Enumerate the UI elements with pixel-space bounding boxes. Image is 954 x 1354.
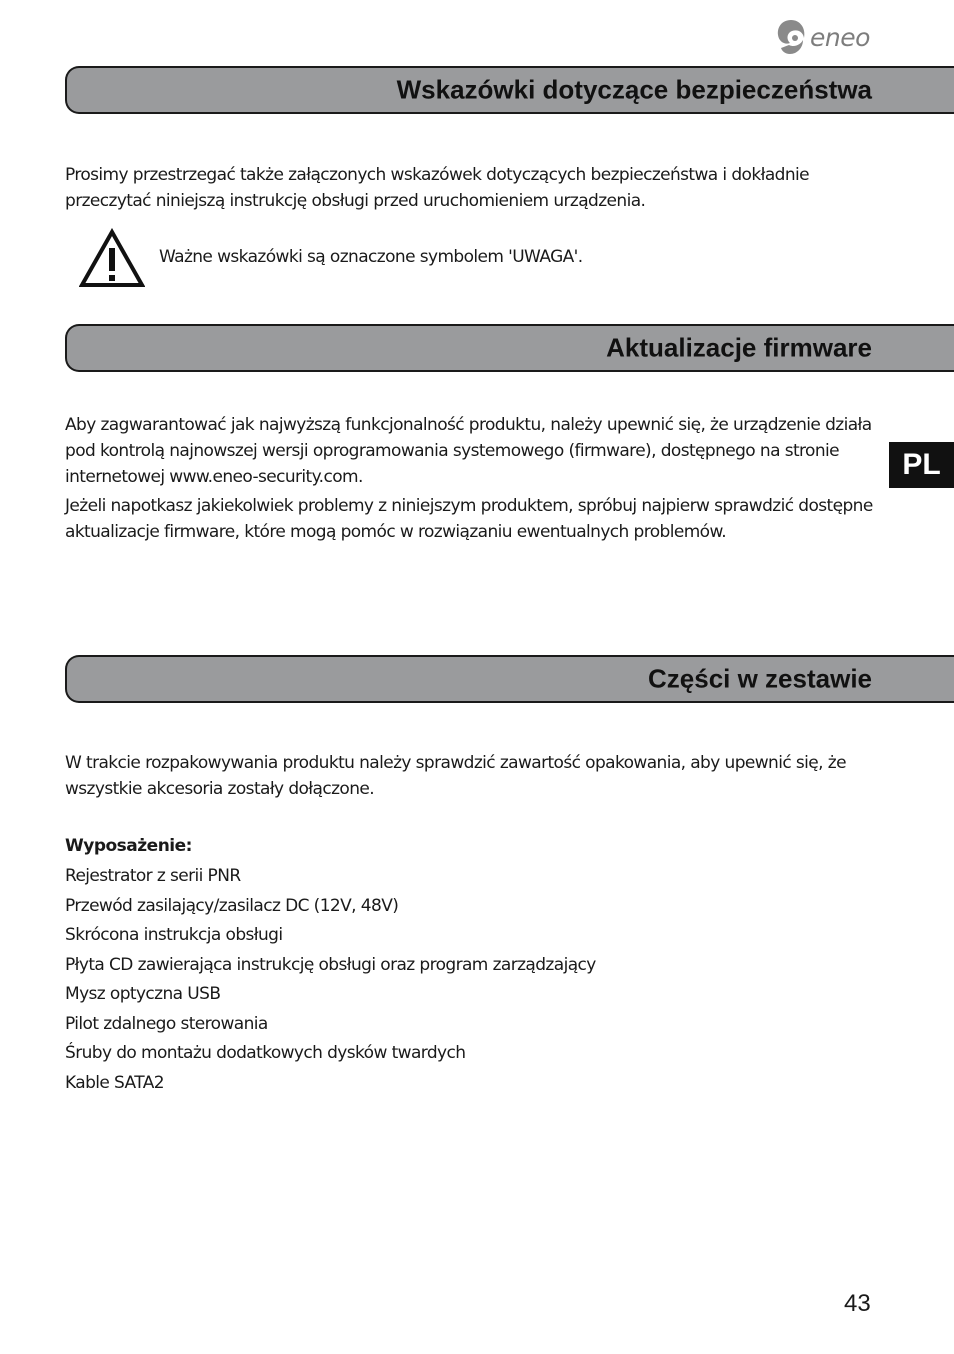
section-header-contents — [65, 655, 954, 703]
eneo-swirl-logo-icon — [775, 18, 807, 56]
list-item: Skrócona instrukcja obsługi — [65, 925, 283, 945]
eneo-logo — [775, 17, 885, 57]
section-header-safety — [65, 66, 954, 114]
section-title: Wskazówki dotyczące bezpieczeństwa — [396, 74, 872, 105]
list-item: Śruby do montażu dodatkowych dysków twardych — [65, 1043, 466, 1063]
section-header-firmware — [65, 324, 954, 372]
firmware-paragraph-2: Jeżeli napotkasz jakiekolwiek problemy z niniejszym produktem, spróbuj najpierw sprawdzić dostępne aktualizacje firmware, które mogą pomóc w rozwiązaniu ewentualnych problemów. — [65, 496, 873, 542]
list-item: Rejestrator z serii PNR — [65, 866, 241, 886]
equipment-list — [65, 862, 596, 1098]
section-title: Części w zestawie — [648, 663, 872, 694]
equipment-heading: Wyposażenie: — [65, 836, 192, 856]
safety-paragraph: Prosimy przestrzegać także załączonych wskazówek dotyczących bezpieczeństwa i dokładnie przeczytać niniejszą instrukcję obsługi przed uruchomieniem urządzenia. — [65, 165, 809, 211]
logo-text: eneo — [810, 22, 870, 52]
language-tab: PL — [889, 442, 954, 488]
list-item: Kable SATA2 — [65, 1072, 164, 1093]
warning-note: Ważne wskazówki są oznaczone symbolem 'UWAGA'. — [159, 247, 583, 267]
contents-paragraph: W trakcie rozpakowywania produktu należy sprawdzić zawartość opakowania, aby upewnić się, że wszystkie akcesoria zostały dołączone. — [65, 753, 846, 799]
list-item: Płyta CD zawierająca instrukcję obsługi oraz program zarządzający — [65, 954, 596, 975]
page-number: 43 — [844, 1290, 871, 1317]
warning-triangle-icon — [79, 228, 145, 288]
list-item: Przewód zasilający/zasilacz DC (12V, 48V) — [65, 895, 399, 916]
firmware-paragraph: Aby zagwarantować jak najwyższą funkcjonalność produktu, należy upewnić się, że urządzenie działa pod kontrolą najnowszej wersji oprogramowania systemowego (firmware), dostępnego na stronie internetowej www.eneo-security.com. — [65, 415, 872, 487]
section-title: Aktualizacje firmware — [606, 332, 872, 363]
list-item: Mysz optyczna USB — [65, 984, 221, 1004]
list-item: Pilot zdalnego sterowania — [65, 1013, 268, 1034]
